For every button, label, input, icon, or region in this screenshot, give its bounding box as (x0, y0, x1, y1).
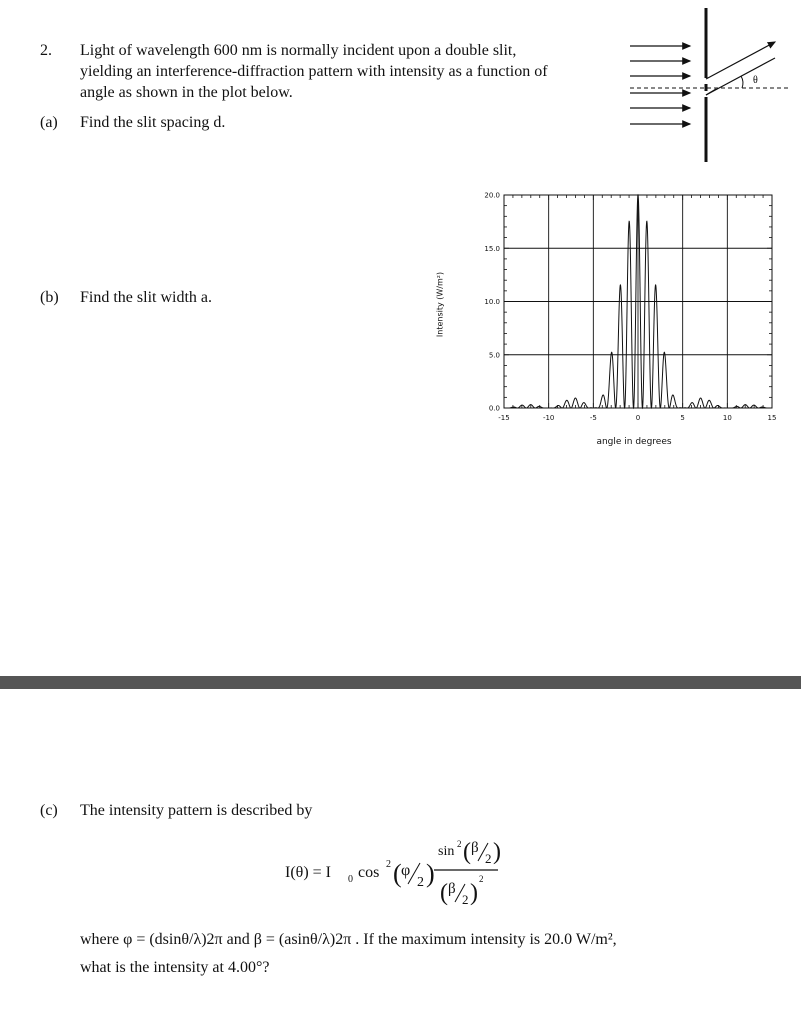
formula-phi-den: 2 (417, 875, 424, 890)
part-a-label: (a) (40, 114, 58, 131)
paren-close-2: ) (493, 839, 501, 865)
paren-open-1: ( (393, 859, 402, 888)
formula-lhs-sub: 0 (348, 874, 353, 885)
formula-beta-den: β (448, 881, 456, 897)
paren-open-3: ( (440, 880, 448, 906)
y-axis-label: Intensity (W/m²) (435, 271, 445, 338)
intensity-chart (470, 185, 780, 455)
part-c-label: (c) (40, 802, 58, 819)
part-b-text: Find the slit width a. (80, 289, 212, 306)
question-tail: . If the maximum intensity is 20.0 W/m², (355, 931, 617, 948)
incident-rays (630, 46, 690, 124)
part-b-label: (b) (40, 289, 59, 306)
y-tick-label: 5.0 (488, 351, 500, 360)
y-tick-labels (484, 192, 500, 413)
y-tick-label: 10.0 (484, 298, 500, 306)
x-tick-label: 0 (635, 414, 641, 422)
beta-definition: β = (asinθ/λ)2π (253, 931, 352, 948)
double-slit-diagram (620, 0, 801, 170)
x-tick-label: -10 (542, 414, 555, 422)
part-c-where-line (80, 929, 617, 950)
part-c-text: The intensity pattern is described by (80, 802, 313, 819)
formula-lhs: I(θ) = I (285, 864, 331, 881)
page-divider (0, 676, 801, 689)
where-label: where (80, 931, 120, 948)
y-tick-label: 15.0 (484, 244, 500, 253)
intro-line-2: yielding an interference-diffraction pattern with intensity as a function of (80, 63, 548, 80)
formula-beta-num: β (471, 840, 479, 856)
formula-den-sq: 2 (479, 874, 484, 884)
y-tick-label: 20.0 (484, 191, 500, 200)
formula-cos: cos (358, 864, 380, 881)
intro-line-3: angle as shown in the plot below. (80, 84, 293, 101)
formula-sin: sin (438, 844, 455, 859)
chart-grid (504, 195, 772, 408)
paren-close-3: ) (470, 880, 478, 906)
part-c-question-line-2: what is the intensity at 4.00°? (80, 959, 270, 976)
x-tick-label: 10 (722, 414, 732, 422)
part-a-text: Find the slit spacing d. (80, 114, 226, 131)
formula-beta-den-den: 2 (462, 892, 469, 907)
formula-beta-num-den: 2 (485, 851, 492, 866)
intensity-formula (280, 825, 520, 925)
x-tick-label: -15 (498, 414, 510, 422)
x-tick-labels (498, 414, 776, 422)
formula-cos-sq: 2 (386, 859, 391, 870)
problem-number: 2. (40, 42, 52, 59)
x-tick-label: 15 (767, 414, 777, 422)
x-tick-label: -5 (589, 414, 597, 422)
y-tick-label: 0.0 (488, 404, 500, 413)
formula-phi: φ (401, 862, 411, 879)
phi-definition: φ = (dsinθ/λ)2π (123, 931, 223, 948)
formula-sin-sq: 2 (457, 839, 462, 849)
x-tick-label: 5 (680, 414, 685, 422)
and-label: and (226, 931, 250, 948)
paren-open-2: ( (463, 839, 471, 865)
theta-label: θ (753, 75, 758, 86)
paren-close-1: ) (426, 859, 435, 888)
x-axis-label: angle in degrees (596, 437, 672, 447)
diffracted-rays (706, 42, 775, 95)
theta-arc (741, 76, 743, 88)
intro-line-1: Light of wavelength 600 nm is normally incident upon a double slit, (80, 42, 517, 59)
